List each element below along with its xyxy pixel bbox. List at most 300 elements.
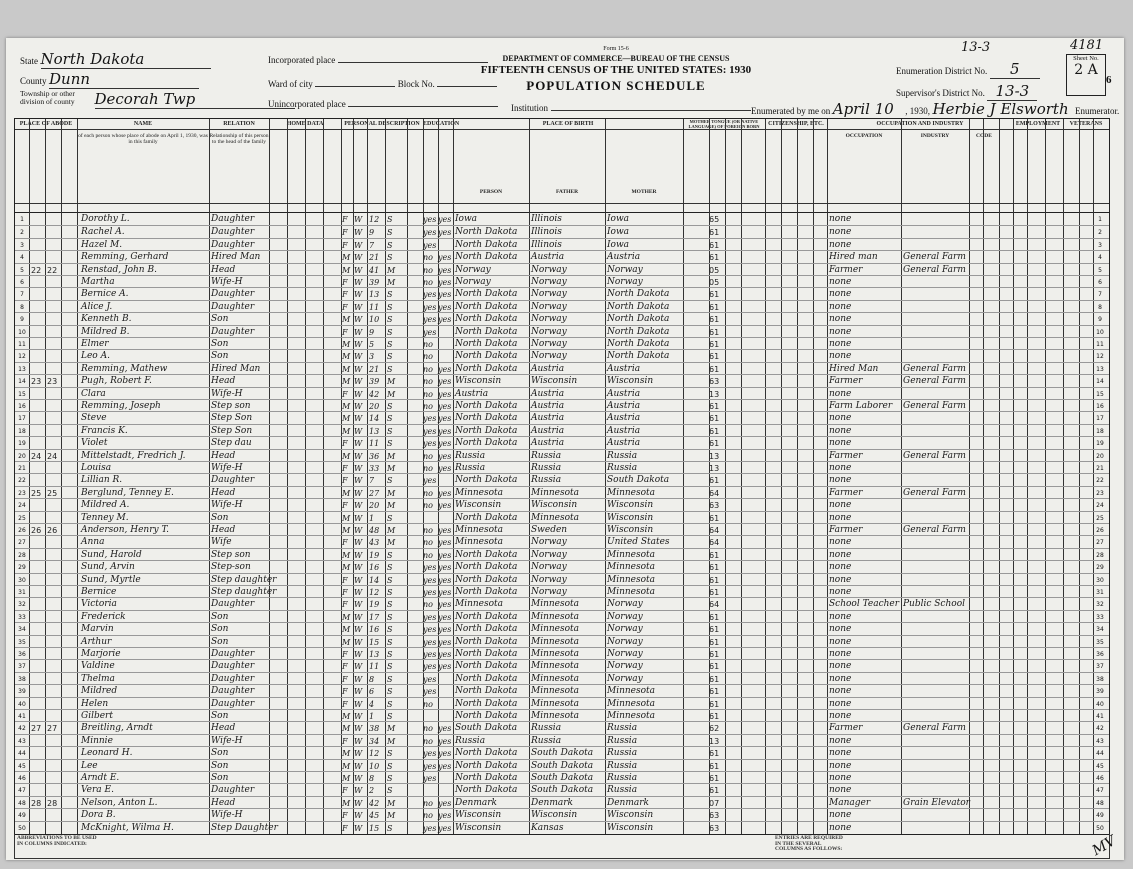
school-attendance: yes (423, 439, 437, 449)
literacy: yes (438, 637, 452, 647)
sex: F (342, 823, 348, 833)
line-number: 40 (18, 700, 26, 708)
age: 13 (369, 650, 380, 659)
age: 4 (369, 699, 375, 709)
relation: Step daughter (211, 587, 277, 597)
occupation: none (829, 748, 852, 759)
birth-code: 61 (709, 340, 720, 349)
birthplace-person: Norway (455, 264, 491, 275)
birthplace-person: North Dakota (455, 624, 518, 635)
incorporated-label: Incorporated place (268, 55, 336, 65)
line-number-right: 9 (1098, 316, 1102, 324)
school-attendance: no (423, 278, 433, 287)
relation: Step Daughter (211, 822, 278, 833)
industry-head: INDUSTRY (920, 133, 950, 139)
birthplace-father: Minnesota (531, 698, 580, 709)
marital-status: S (387, 712, 393, 721)
line-number-right: 4 (1098, 254, 1102, 262)
birthplace-mother: Wisconsin (607, 512, 654, 523)
occupation: Farmer (829, 264, 863, 275)
person-name: Marvin (81, 624, 114, 635)
family-number: 23 (47, 377, 58, 387)
sex: F (342, 662, 348, 672)
sex: F (342, 575, 348, 585)
literacy: yes (438, 253, 452, 263)
sex: F (342, 389, 348, 399)
census-title: FIFTEENTH CENSUS OF THE UNITED STATES: 1930 (480, 64, 752, 76)
birth-code: 63 (709, 811, 720, 821)
person-name: Bernice A. (81, 289, 129, 300)
race: W (354, 389, 363, 399)
birthplace-mother: Austria (607, 363, 641, 374)
person-name: Frederick (81, 611, 126, 622)
line-number-right: 6 (1098, 279, 1102, 286)
occupation: Farmer (829, 525, 863, 535)
person-name: Sund, Arvin (81, 562, 135, 573)
birthplace-person: North Dakota (455, 698, 518, 709)
line-number-right: 41 (1096, 713, 1104, 720)
age: 33 (369, 464, 380, 473)
line-number-right: 50 (1096, 824, 1104, 832)
birthplace-mother: Norway (607, 673, 643, 684)
relation: Son (211, 314, 229, 325)
age: 17 (369, 612, 380, 622)
literacy: yes (438, 538, 452, 548)
birthplace-mother: Norway (607, 599, 643, 610)
birthplace-mother: Iowa (607, 239, 630, 250)
code-head: CODE (976, 133, 992, 139)
birthplace-mother: North Dakota (607, 314, 670, 325)
race: W (354, 786, 363, 796)
birthplace-person: North Dakota (455, 611, 518, 622)
race: W (354, 278, 363, 287)
relation: Daughter (211, 475, 255, 486)
age: 19 (369, 600, 380, 610)
marital-status: S (387, 253, 393, 263)
race: W (354, 674, 363, 684)
school-attendance: yes (423, 612, 437, 622)
occupation: none (829, 735, 852, 746)
literacy: yes (438, 315, 452, 325)
birthplace-father: South Dakota (531, 773, 594, 783)
group-personal: PERSONAL DESCRIPTION (344, 121, 420, 127)
sex: M (342, 315, 351, 325)
enum-district-top: 13-3 (961, 40, 991, 55)
race: W (354, 724, 363, 734)
dwelling-number (31, 822, 45, 835)
marital-status: S (387, 699, 393, 709)
occupation: none (829, 425, 852, 436)
line-number: 9 (20, 316, 24, 324)
sex: M (342, 364, 351, 374)
birthplace-person: North Dakota (455, 785, 518, 796)
birthplace-person: North Dakota (455, 686, 518, 697)
birth-code: 61 (709, 228, 720, 238)
line-number-right: 40 (1096, 700, 1104, 708)
relation: Daughter (211, 214, 255, 224)
line-number: 37 (18, 663, 26, 671)
occupation: none (829, 661, 852, 672)
school-attendance: yes (423, 625, 437, 635)
birth-code: 61 (709, 612, 720, 622)
age: 7 (369, 240, 375, 250)
birthplace-person: North Dakota (455, 351, 518, 362)
age: 3 (369, 352, 375, 362)
literacy: yes (438, 501, 452, 511)
person-name: Elmer (81, 339, 109, 349)
line-number: 21 (18, 465, 26, 472)
institution-line (551, 100, 751, 111)
person-name: Minnie (81, 735, 113, 746)
sex: F (342, 501, 348, 511)
line-number: 13 (18, 365, 26, 373)
birthplace-father: Norway (531, 562, 567, 573)
birthplace-mother: Russia (607, 785, 638, 796)
birthplace-person: North Dakota (455, 711, 518, 721)
group-citizenship: CITIZENSHIP, ETC. (768, 121, 824, 127)
literacy: yes (438, 439, 452, 449)
race: W (354, 253, 363, 263)
sheet-number-box (1066, 54, 1106, 96)
line-number-right: 30 (1096, 576, 1104, 584)
race: W (354, 687, 363, 697)
group-home: HOME DATA (286, 121, 324, 127)
birthplace-father: Illinois (531, 239, 562, 250)
marital-status: S (387, 352, 393, 362)
birthplace-mother: United States (607, 537, 670, 548)
line-number-right: 2 (1098, 229, 1102, 237)
birthplace-mother: Austria (607, 438, 641, 449)
age: 14 (369, 575, 380, 585)
school-attendance: yes (423, 637, 437, 647)
birth-code: 63 (709, 823, 720, 833)
birthplace-person: North Dakota (455, 587, 518, 597)
dwelling-number: 22 (31, 265, 42, 275)
marital-status: M (387, 538, 396, 548)
birth-person-head: PERSON (479, 189, 503, 195)
column-number-line (15, 203, 1109, 204)
line-number-right: 32 (1096, 601, 1104, 609)
birthplace-father: Austria (531, 413, 565, 424)
occupation: none (829, 463, 852, 473)
enumerator-label: Enumerator. (1074, 106, 1120, 116)
school-attendance: no (423, 364, 433, 374)
line-number: 33 (18, 613, 26, 621)
sex: M (342, 488, 351, 498)
race: W (354, 501, 363, 511)
literacy: yes (438, 612, 452, 622)
table-row (15, 821, 1109, 835)
race: W (354, 774, 363, 783)
birthplace-mother: North Dakota (607, 289, 670, 300)
birthplace-mother: Norway (607, 277, 643, 287)
township-value: Decorah Twp (95, 90, 295, 109)
school-attendance: yes (423, 426, 437, 436)
birthplace-father: Austria (531, 363, 565, 374)
school-attendance: yes (423, 414, 437, 424)
relation: Daughter (211, 649, 255, 659)
occupation: Farmer (829, 376, 863, 387)
school-attendance: no (423, 253, 433, 263)
line-number-right: 38 (1096, 675, 1104, 683)
marital-status: S (387, 563, 393, 573)
occupation: Farmer (829, 723, 863, 734)
birthplace-person: North Dakota (455, 413, 518, 424)
person-name: Breitling, Arndt (81, 723, 153, 734)
race: W (354, 265, 363, 275)
relation: Wife-H (211, 735, 243, 746)
literacy: yes (438, 414, 452, 424)
birthplace-father: Wisconsin (531, 500, 578, 511)
group-occupation: OCCUPATION AND INDUSTRY (876, 121, 964, 127)
school-attendance: yes (423, 228, 437, 238)
sheet-label: Sheet No. (1073, 55, 1099, 62)
marital-status: M (387, 265, 396, 275)
person-name: Mildred A. (81, 500, 130, 511)
birthplace-person: North Dakota (455, 549, 518, 560)
relation: Daughter (211, 301, 255, 312)
birthplace-mother: Austria (607, 388, 641, 399)
race: W (354, 699, 363, 709)
occupation: none (829, 388, 852, 399)
age: 9 (369, 327, 375, 337)
person-name: Dorothy L. (81, 214, 130, 224)
birthplace-person: North Dakota (455, 649, 518, 659)
birth-code: 61 (709, 674, 720, 684)
age: 39 (369, 278, 380, 287)
line-number: 43 (18, 737, 26, 745)
birth-code: 61 (709, 625, 720, 635)
race: W (354, 612, 363, 622)
relation: Wife-H (211, 463, 243, 473)
marital-status: S (387, 327, 393, 337)
birthplace-father: Norway (531, 326, 567, 337)
family-number (47, 822, 61, 835)
birthplace-mother: Wisconsin (607, 810, 654, 821)
line-number-right: 15 (1096, 390, 1104, 398)
school-attendance: yes (423, 650, 437, 659)
marital-status: S (387, 575, 393, 585)
occupation: none (829, 301, 852, 312)
birthplace-father: South Dakota (531, 748, 594, 759)
line-number: 32 (18, 601, 26, 609)
sex: M (342, 612, 351, 622)
birthplace-father: Norway (531, 339, 567, 349)
institution-label: Institution (511, 103, 549, 113)
relation: Head (211, 525, 236, 535)
sex: M (342, 377, 351, 387)
relation: Daughter (211, 289, 255, 300)
birth-code: 61 (709, 352, 720, 362)
person-name: Arndt E. (81, 773, 120, 783)
birth-code: 61 (709, 588, 720, 597)
marital-status: M (387, 451, 396, 461)
birth-code: 61 (709, 414, 720, 424)
birthplace-person: North Dakota (455, 673, 518, 684)
birthplace-person: North Dakota (455, 661, 518, 672)
birthplace-person: North Dakota (455, 512, 518, 523)
literacy: yes (438, 662, 452, 672)
county-label: County (20, 76, 47, 86)
person-name: Vera E. (81, 785, 114, 796)
birth-code: 13 (709, 389, 720, 399)
person-name: Berglund, Tenney E. (81, 487, 174, 498)
age: 20 (369, 501, 380, 511)
birth-code: 61 (709, 402, 720, 411)
birthplace-father: Minnesota (531, 599, 580, 610)
school-attendance: yes (423, 588, 437, 597)
race: W (354, 600, 363, 610)
occupation: none (829, 611, 852, 622)
sex: M (342, 526, 351, 535)
industry: Public School (903, 599, 965, 610)
birthplace-person: North Dakota (455, 326, 518, 337)
line-number-right: 28 (1096, 551, 1104, 559)
enumerator-name: Herbie J Elsworth (932, 100, 1072, 119)
literacy: yes (438, 488, 452, 498)
school-attendance: no (423, 402, 433, 411)
race: W (354, 426, 363, 436)
family-number: 24 (47, 451, 58, 461)
dwelling-number: 24 (31, 451, 42, 461)
birth-code: 61 (709, 662, 720, 672)
school-attendance: yes (423, 563, 437, 573)
race: W (354, 749, 363, 759)
birth-code: 61 (709, 327, 720, 337)
marital-status: S (387, 426, 393, 436)
marital-status: S (387, 637, 393, 647)
relation: Hired Man (211, 252, 261, 263)
person-name: Dora B. (81, 810, 116, 821)
line-number: 24 (18, 502, 26, 510)
birthplace-mother: South Dakota (607, 475, 670, 486)
line-number: 39 (18, 688, 26, 696)
line-number: 18 (18, 427, 26, 435)
race: W (354, 798, 363, 808)
birth-code: 61 (709, 650, 720, 659)
age: 42 (369, 798, 380, 808)
school-attendance: no (423, 811, 433, 821)
line-number-right: 44 (1096, 750, 1104, 758)
age: 15 (369, 823, 380, 833)
marital-status: S (387, 513, 393, 523)
occupation: none (829, 574, 852, 585)
occupation: none (829, 649, 852, 659)
age: 5 (369, 340, 375, 349)
school-attendance: no (423, 340, 433, 349)
marital-status: S (387, 687, 393, 697)
school-attendance: yes (423, 327, 437, 337)
school-attendance: yes (423, 215, 437, 224)
literacy: yes (438, 302, 452, 312)
literacy: yes (438, 215, 452, 224)
birthplace-person: North Dakota (455, 438, 518, 449)
age: 36 (369, 451, 380, 461)
birthplace-father: Minnesota (531, 673, 580, 684)
marital-status: M (387, 798, 396, 808)
person-name: Louisa (81, 463, 112, 473)
literacy: yes (438, 265, 452, 275)
age: 34 (369, 736, 380, 746)
marital-status: M (387, 278, 396, 287)
sex: F (342, 786, 348, 796)
race: W (354, 550, 363, 560)
enum-district-field (896, 60, 1040, 79)
person-name: Victoria (81, 599, 117, 610)
school-attendance: no (423, 724, 433, 734)
school-attendance: yes (423, 662, 437, 672)
sex: F (342, 215, 348, 224)
person-name: Kenneth B. (81, 314, 132, 325)
birth-code: 07 (709, 798, 720, 808)
race: W (354, 637, 363, 647)
birthplace-mother: Norway (607, 649, 643, 659)
occupation: none (829, 562, 852, 573)
literacy: yes (438, 588, 452, 597)
literacy: yes (438, 451, 452, 461)
line-number: 22 (18, 477, 26, 485)
race: W (354, 588, 363, 597)
birthplace-father: South Dakota (531, 785, 594, 796)
line-number-right: 42 (1096, 725, 1104, 733)
birthplace-person: North Dakota (455, 636, 518, 647)
sex: F (342, 588, 348, 597)
relation: Daughter (211, 661, 255, 672)
footer (14, 834, 1110, 859)
relation: Daughter (211, 326, 255, 337)
line-number-right: 29 (1096, 564, 1104, 572)
occupation: none (829, 239, 852, 250)
occupation: none (829, 227, 852, 238)
sex: M (342, 402, 351, 411)
person-name: Remming, Gerhard (81, 252, 169, 263)
occupation: none (829, 289, 852, 300)
relation: Wife-H (211, 500, 243, 511)
birthplace-person: North Dakota (455, 363, 518, 374)
birthplace-mother: Wisconsin (607, 525, 654, 535)
literacy: yes (438, 278, 452, 287)
school-attendance: no (423, 501, 433, 511)
sex: F (342, 600, 348, 610)
occupation: none (829, 822, 852, 833)
line-number-right: 20 (1096, 452, 1104, 460)
birth-code: 64 (709, 526, 720, 535)
age: 10 (369, 761, 380, 771)
line-number: 28 (18, 551, 26, 559)
sex: F (342, 699, 348, 709)
birthplace-father: Russia (531, 463, 562, 473)
person-name: Remming, Joseph (81, 401, 161, 411)
birthplace-person: North Dakota (455, 301, 518, 312)
line-number-right: 37 (1096, 663, 1104, 671)
relation: Step daughter (211, 574, 277, 585)
relation: Daughter (211, 686, 255, 697)
line-number-right: 3 (1098, 241, 1102, 249)
occupation: none (829, 785, 852, 796)
birthplace-father: Minnesota (531, 624, 580, 635)
county-field (20, 70, 199, 89)
literacy: yes (438, 364, 452, 374)
birthplace-person: North Dakota (455, 401, 518, 411)
birthplace-person: North Dakota (455, 574, 518, 585)
person-name: Mildred B. (81, 326, 130, 337)
dwelling-number: 23 (31, 377, 42, 387)
birth-code: 61 (709, 687, 720, 697)
age: 10 (369, 315, 380, 325)
marital-status: M (387, 526, 396, 535)
industry: General Farm (903, 525, 966, 535)
occupation: Farm Laborer (829, 401, 893, 411)
